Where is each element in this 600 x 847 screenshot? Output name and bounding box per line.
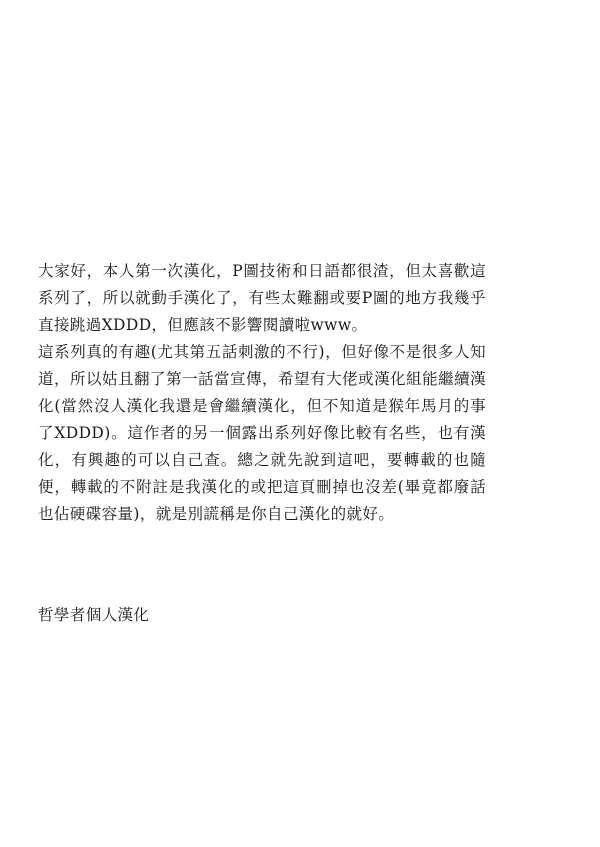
paragraph-1: 大家好，本人第一次漢化，P圖技術和日語都很渣，但太喜歡這系列了，所以就動手漢化了，有些太難翻或要P圖的地方我幾乎直接跳過XDDD，但應該不影響閱讀啦www。 [38, 262, 486, 334]
paragraph-2: 這系列真的有趣(尤其第五話刺激的不行)，但好像不是很多人知道，所以姑且翻了第一話當宣傳，希望有大佬或漢化組能繼續漢化(當然沒人漢化我還是會繼續漢化，但不知道是猴年馬月的事了XDDD)。這作者的另一個露出系列好像比較有名些，也有漢化，有興趣的可以自己查。總之就先說到這吧，要轉載的也隨便，轉載的不附註是我漢化的或把這頁刪掉也沒差(畢竟都廢話也佔硬碟容量)，就是別謊稱是你自己漢化的就好。 [38, 343, 486, 523]
signature-line: 哲學者個人漢化 [38, 606, 150, 624]
body-text [38, 258, 486, 528]
